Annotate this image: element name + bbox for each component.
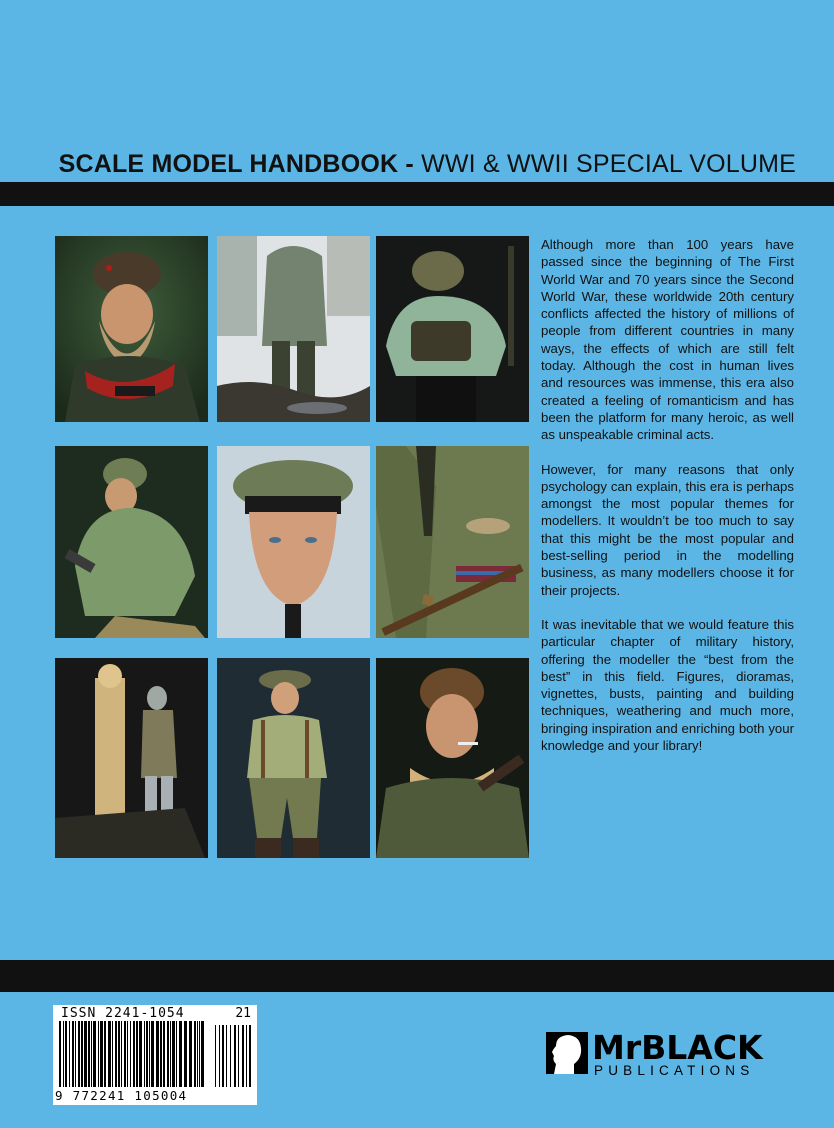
publisher-subtitle: PUBLICATIONS: [594, 1063, 755, 1078]
photo-crouching-soldier: [55, 446, 208, 638]
barcode-addon: 21: [235, 1006, 251, 1021]
photo-winter-soldier-vignette: [55, 658, 208, 858]
photo-tunic-medals: [376, 446, 529, 638]
issn-barcode: [53, 1005, 257, 1105]
cover-title: [0, 150, 796, 179]
photo-smoking-soldier-bust: [376, 658, 529, 858]
title-subtitle-part: WWI & WWII SPECIAL VOLUME: [421, 150, 796, 178]
photo-german-bust-back: [376, 236, 529, 422]
description-text: [541, 236, 794, 771]
photo-russian-bust: [55, 236, 208, 422]
barcode-digits: 9 772241 105004: [55, 1088, 188, 1103]
description-paragraph-1: Although more than 100 years have passed since the beginning of The First World War and 70 years since the Second World War, these worldwide 20th century conflicts affected the history of millions of people from different countries in many ways, the effects of which are still felt today. Although the cost in human lives and resources was immense, this era also created a feeling of romanticism and has been the platform for many heroic, as well as unspeakable criminal acts.: [541, 237, 794, 443]
photo-officer-cap-head: [217, 446, 370, 638]
description-paragraph-2: However, for many reasons that only psychology can explain, this era is perhaps amongst the most popular themes for modellers. It wouldn’t be too much to say that this might be the most popular and best-selling period in the modelling business, as many modellers choose it for their projects.: [541, 461, 794, 598]
issn-number: ISSN 2241-1054: [61, 1006, 185, 1021]
barcode-bars: [53, 1021, 257, 1089]
photo-wwi-mud-diorama: [217, 236, 370, 422]
title-bold-part: SCALE MODEL HANDBOOK -: [58, 150, 422, 178]
bottom-black-band: [0, 960, 834, 992]
description-paragraph-3: It was inevitable that we would feature this particular chapter of military history, offering the modeller the “best from the best” in this field. Figures, dioramas, vignettes, busts, painting and building techniques, weathering and much more, bringing inspiration and enriching both your knowledge and your library!: [541, 616, 794, 754]
photo-british-soldier: [217, 658, 370, 858]
publisher-name: MrBLACK: [592, 1028, 763, 1067]
head-silhouette-icon: [546, 1030, 588, 1074]
top-black-band: [0, 182, 834, 206]
publisher-logo: [546, 1030, 798, 1080]
